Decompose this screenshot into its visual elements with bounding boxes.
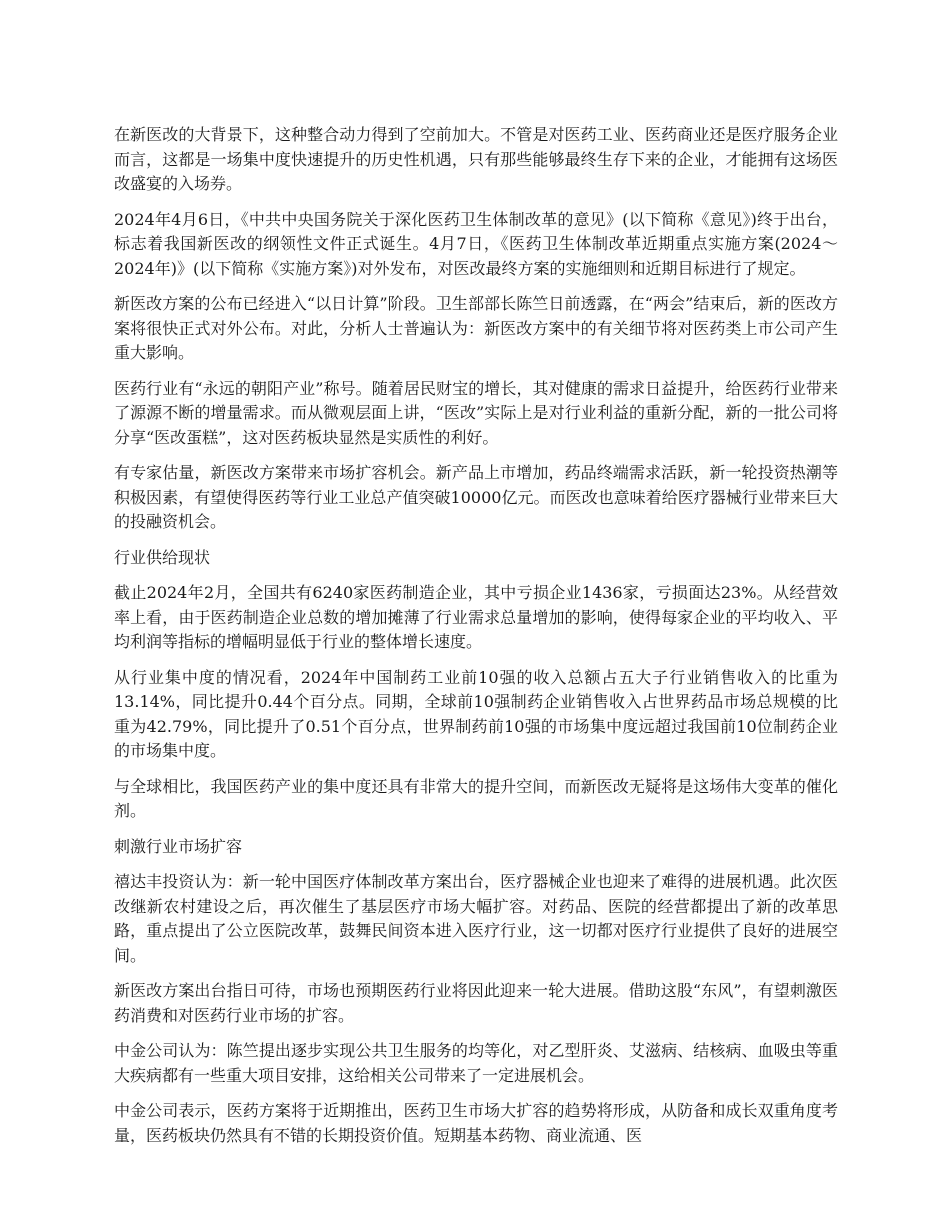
- paragraph-12: 中金公司表示，医药方案将于近期推出，医药卫生市场大扩容的趋势将形成，从防备和成长双重角度考量，医药板块仍然具有不错的长期投资价值。短期基本药物、商业流通、医: [114, 1101, 838, 1145]
- section-heading-supply: 行业供给现状: [114, 547, 211, 567]
- paragraph-5: 有专家估量，新医改方案带来市场扩容机会。新产品上市增加，药品终端需求活跃，新一轮投资热潮等积极因素，有望使得医药等行业工业总产值突破10000亿元。而医改也意味着给医疗器械行业带来巨大的投融资机会。: [114, 463, 838, 531]
- paragraph-11: 中金公司认为：陈竺提出逐步实现公共卫生服务的均等化，对乙型肝炎、艾滋病、结核病、血吸虫等重大疾病都有一些重大项目安排，这给相关公司带来了一定进展机会。: [114, 1041, 838, 1085]
- paragraph-1: 在新医改的大背景下，这种整合动力得到了空前加大。不管是对医药工业、医药商业还是医疗服务企业而言，这都是一场集中度快速提升的历史性机遇，只有那些能够最终生存下来的企业，才能拥有这场医改盛宴的入场券。: [114, 125, 838, 193]
- paragraph-2: 2024年4月6日，《中共中央国务院关于深化医药卫生体制改革的意见》(以下简称《意见》)终于出台，标志着我国新医改的纲领性文件正式诞生。4月7日，《医药卫生体制改革近期重点实施方案(2024～2024年)》(以下简称《实施方案》)对外发布，对医改最终方案的实施细则和近期目标进行了规定。: [114, 209, 838, 278]
- paragraph-8: 与全球相比，我国医药产业的集中度还具有非常大的提升空间，而新医改无疑将是这场伟大变革的催化剂。: [114, 776, 838, 820]
- paragraph-3: 新医改方案的公布已经进入“以日计算”阶段。卫生部部长陈竺日前透露，在“两会”结束后，新的医改方案将很快正式对外公布。对此，分析人士普遍认为：新医改方案中的有关细节将对医药类上市公司产生重大影响。: [114, 294, 838, 362]
- paragraph-4: 医药行业有“永远的朝阳产业”称号。随着居民财宝的增长，其对健康的需求日益提升，给医药行业带来了源源不断的增量需求。而从微观层面上讲，“医改”实际上是对行业利益的重新分配，新的一批公司将分享“医改蛋糕”，这对医药板块显然是实质性的利好。: [114, 378, 838, 447]
- paragraph-6: 截止2024年2月，全国共有6240家医药制造企业，其中亏损企业1436家，亏损面达23%。从经营效率上看，由于医药制造企业总数的增加摊薄了行业需求总量增加的影响，使得每家企业的平均收入、平均利润等指标的增幅明显低于行业的整体增长速度。: [114, 583, 838, 651]
- paragraph-10: 新医改方案出台指日可待，市场也预期医药行业将因此迎来一轮大进展。借助这股“东风”，有望刺激医药消费和对医药行业市场的扩容。: [114, 981, 838, 1025]
- section-heading-market-expansion: 刺激行业市场扩容: [114, 836, 243, 856]
- paragraph-9: 禧达丰投资认为：新一轮中国医疗体制改革方案出台，医疗器械企业也迎来了难得的进展机遇。此次医改继新农村建设之后，再次催生了基层医疗市场大幅扩容。对药品、医院的经营都提出了新的改革思路，重点提出了公立医院改革，鼓舞民间资本进入医疗行业，这一切都对医疗行业提供了良好的进展空间。: [114, 872, 838, 965]
- paragraph-7: 从行业集中度的情况看，2024年中国制药工业前10强的收入总额占五大子行业销售收入的比重为13.14%，同比提升0.44个百分点。同期，全球前10强制药企业销售收入占世界药品市场总规模的比重为42.79%，同比提升了0.51个百分点，世界制药前10强的市场集中度远超过我国前10位制药企业的市场集中度。: [114, 667, 838, 760]
